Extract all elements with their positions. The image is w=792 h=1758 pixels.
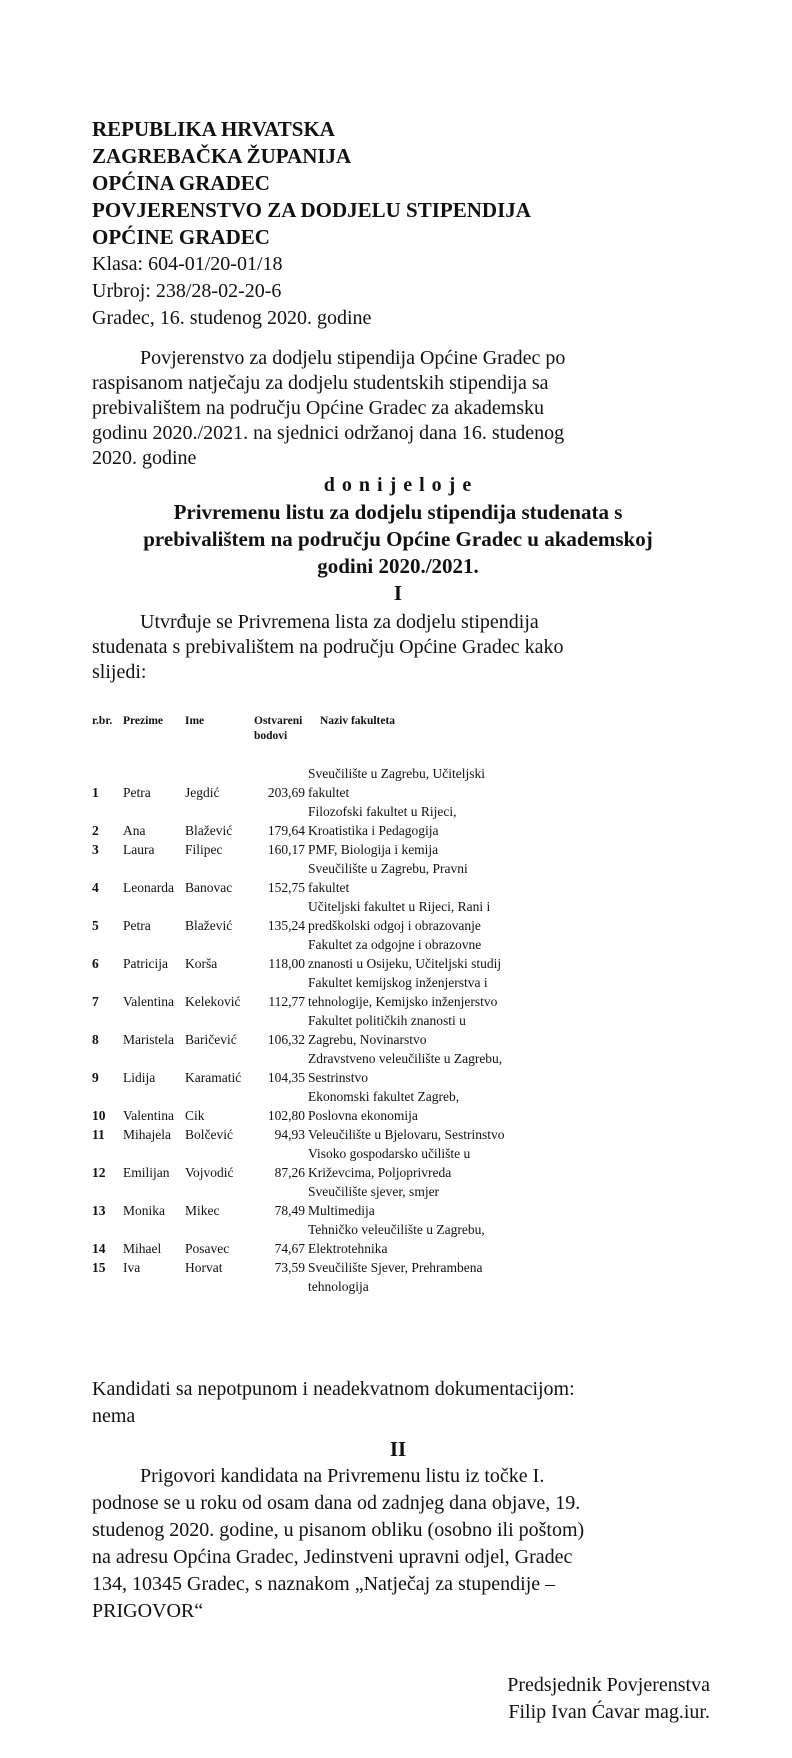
cell-bodovi: 152,75 [267,880,305,895]
section-1-paragraph [92,610,704,685]
intro-line: godinu 2020./2021. na sjednici održanoj dana 16. studenog [92,422,565,444]
cell-prezime: Patricija [123,956,168,971]
cell-bodovi: 104,35 [267,1070,305,1085]
cell-prezime: Iva [123,1260,141,1275]
cell-ime: Korša [185,956,218,971]
cell-rbr: 6 [92,956,99,971]
incomplete-line: nema [92,1405,136,1427]
fakultet-line: Multimedija [308,1203,375,1218]
table-row [92,802,580,840]
header-fakultet: Naziv fakulteta [320,715,396,727]
cell-bodovi: 160,17 [267,842,305,857]
cell-prezime: Petra [123,785,151,800]
cell-fakultet [308,840,580,859]
cell-rbr: 2 [92,823,99,838]
cell-fakultet [308,1258,580,1294]
document-header [92,116,704,332]
table-row [92,764,580,802]
fakultet-line: Elektrotehnika [308,1241,388,1256]
section-1-line: slijedi: [92,661,147,683]
table-row [92,1087,580,1125]
cell-prezime: Mihajela [123,1127,171,1142]
intro-line: prebivalištem na području Općine Gradec za akademsku [92,397,545,419]
intro-line: raspisanom natječaju za dodjelu studentskih stipendija sa [92,372,549,394]
cell-rbr: 4 [92,880,99,895]
cell-ime: Filipec [185,842,223,857]
section-1-line: studenata s prebivalištem na području Općine Gradec kako [92,636,564,658]
cell-fakultet [308,764,580,802]
cell-fakultet [308,1125,580,1144]
section-2-line: Prigovori kandidata na Privremenu listu iz točke I. [140,1465,545,1487]
fakultet-line: Zagrebu, Novinarstvo [308,1032,427,1047]
table-row [92,1182,580,1220]
fakultet-line: Zdravstveno veleučilište u Zagrebu, [308,1051,503,1066]
cell-fakultet [308,859,580,897]
cell-ime: Posavec [185,1241,230,1256]
decision-title-line: prebivalištem na području Općine Gradec u akademskoj [143,527,653,551]
cell-rbr: 12 [92,1165,106,1180]
cell-rbr: 11 [92,1127,105,1142]
table-row [92,1144,580,1182]
header-line: POVJERENSTVO ZA DODJELU STIPENDIJA [92,198,531,222]
header-line: OPĆINE GRADEC [92,225,270,249]
cell-bodovi: 112,77 [268,994,305,1009]
cell-prezime: Emilijan [123,1165,170,1180]
signature-title: Predsjednik Povjerenstva [507,1674,710,1696]
cell-prezime: Ana [123,823,146,838]
klasa: Klasa: 604-01/20-01/18 [92,253,283,275]
section-numeral: II [389,1437,407,1461]
fakultet-line: Fakultet političkih znanosti u [308,1013,466,1028]
cell-prezime: Leonarda [123,880,174,895]
cell-ime: Karamatić [185,1070,242,1085]
fakultet-line: Sestrinstvo [308,1070,369,1085]
table-row [92,859,580,897]
cell-prezime: Maristela [123,1032,174,1047]
table-row [92,973,580,1011]
intro-line: Povjerenstvo za dodjelu stipendija Općine Gradec po [140,347,566,369]
header-bodovi-line: Ostvareni [254,715,303,727]
cell-bodovi: 74,67 [274,1241,305,1256]
cell-bodovi: 78,49 [274,1203,305,1218]
cell-bodovi: 106,32 [267,1032,305,1047]
cell-ime: Blažević [185,918,233,933]
cell-bodovi: 118,00 [268,956,305,971]
cell-prezime: Petra [123,918,151,933]
fakultet-line: Kroatistika i Pedagogija [308,823,439,838]
section-2-line: 134, 10345 Gradec, s naznakom „Natječaj za stupendije – [92,1573,556,1595]
fakultet-line: Filozofski fakultet u Rijeci, [308,804,457,819]
cell-rbr: 14 [92,1241,106,1256]
fakultet-line: znanosti u Osijeku, Učiteljski studij [308,956,502,971]
table-body [92,764,580,1294]
table-row [92,1258,580,1277]
decision-title [92,472,704,607]
fakultet-line: Ekonomski fakultet Zagreb, [308,1089,460,1104]
signature-block [460,1672,710,1726]
cell-fakultet [308,1011,580,1049]
fakultet-line: Sveučilište u Zagrebu, Pravni [308,861,468,876]
table-row [92,897,580,935]
decision-title-line: godini 2020./2021. [317,554,479,578]
table-row [92,935,580,973]
cell-bodovi: 102,80 [267,1108,305,1123]
cell-rbr: 10 [92,1108,106,1123]
fakultet-line: PMF, Biologija i kemija [308,842,439,857]
fakultet-line: fakultet [308,880,350,895]
fakultet-line: Visoko gospodarsko učilište u [308,1146,471,1161]
urbroj: Urbroj: 238/28-02-20-6 [92,280,282,302]
cell-ime: Blažević [185,823,233,838]
fakultet-line: predškolski odgoj i obrazovanje [308,918,481,933]
cell-bodovi: 179,64 [267,823,305,838]
table-header-row [92,714,580,764]
header-bodovi [254,714,308,764]
header-prezime: Prezime [123,715,164,727]
intro-paragraph [92,346,704,471]
cell-ime: Horvat [185,1260,223,1275]
cell-rbr: 15 [92,1260,106,1275]
decision-title-line: Privremenu listu za dodjelu stipendija studenata s [173,500,623,524]
cell-fakultet [308,973,580,1011]
fakultet-line: Sveučilište u Zagrebu, Učiteljski [308,766,485,781]
cell-ime: Mikec [185,1203,220,1218]
cell-fakultet [308,1144,580,1182]
cell-ime: Keleković [185,994,241,1009]
fakultet-line: Sveučilište Sjever, Prehrambena [308,1260,483,1275]
cell-ime: Vojvodić [185,1165,234,1180]
incomplete-line: Kandidati sa nepotpunom i neadekvatnom dokumentacijom: [92,1378,575,1400]
fakultet-line: Križevcima, Poljoprivreda [308,1165,452,1180]
table-row [92,1011,580,1049]
cell-ime: Jegdić [185,785,220,800]
cell-prezime: Valentina [123,1108,174,1123]
cell-rbr: 13 [92,1203,106,1218]
fakultet-line: Poslovna ekonomija [308,1108,418,1123]
table-row [92,840,580,859]
fakultet-line: Fakultet kemijskog inženjerstva i [308,975,488,990]
incomplete-note [92,1376,704,1430]
cell-fakultet [308,1182,580,1220]
cell-fakultet [308,935,580,973]
fakultet-line: tehnologija [308,1279,369,1294]
cell-ime: Banovac [185,880,233,895]
section-2-line: studenog 2020. godine, u pisanom obliku (osobno ili poštom) [92,1519,585,1541]
section-2-line: podnose se u roku od osam dana od zadnjeg dana objave, 19. [92,1492,581,1514]
fakultet-line: tehnologije, Kemijsko inženjerstvo [308,994,498,1009]
cell-rbr: 8 [92,1032,99,1047]
cell-ime: Baričević [185,1032,237,1047]
intro-line: 2020. godine [92,447,197,469]
cell-bodovi: 87,26 [274,1165,305,1180]
header-ime: Ime [185,715,205,727]
cell-prezime: Valentina [123,994,174,1009]
header-line: OPĆINA GRADEC [92,171,270,195]
cell-ime: Cik [185,1108,205,1123]
cell-prezime: Monika [123,1203,165,1218]
cell-bodovi: 73,59 [274,1260,305,1275]
cell-fakultet [308,1220,580,1258]
signature-name: Filip Ivan Ćavar mag.iur. [508,1701,710,1723]
cell-prezime: Mihael [123,1241,162,1256]
table-row [92,1220,580,1258]
section-2 [92,1436,704,1625]
cell-ime: Bolčević [185,1127,233,1142]
cell-bodovi: 203,69 [267,785,305,800]
fakultet-line: Veleučilište u Bjelovaru, Sestrinstvo [308,1127,505,1142]
table-row [92,1125,580,1144]
cell-fakultet [308,802,580,840]
header-bodovi-line: bodovi [254,730,288,742]
cell-fakultet [308,1049,580,1087]
cell-bodovi: 94,93 [274,1127,305,1142]
decision-verb: d o n i j e l o j e [323,474,473,496]
cell-fakultet [308,897,580,935]
cell-rbr: 3 [92,842,99,857]
fakultet-line: Sveučilište sjever, smjer [308,1184,440,1199]
section-2-line: na adresu Općina Gradec, Jedinstveni upravni odjel, Gradec [92,1546,573,1568]
cell-fakultet [308,1087,580,1125]
fakultet-line: Fakultet za odgojne i obrazovne [308,937,482,952]
cell-rbr: 1 [92,785,99,800]
section-1-line: Utvrđuje se Privremena lista za dodjelu stipendija [140,611,539,633]
cell-bodovi: 135,24 [267,918,305,933]
cell-rbr: 5 [92,918,99,933]
fakultet-line: Učiteljski fakultet u Rijeci, Rani i [308,899,491,914]
document-date: Gradec, 16. studenog 2020. godine [92,307,372,329]
section-2-line: PRIGOVOR“ [92,1600,204,1622]
fakultet-line: fakultet [308,785,350,800]
header-line: ZAGREBAČKA ŽUPANIJA [92,144,352,168]
cell-prezime: Lidija [123,1070,156,1085]
cell-rbr: 9 [92,1070,99,1085]
header-line: REPUBLIKA HRVATSKA [92,117,335,141]
section-numeral: I [393,581,403,605]
scholarship-table [92,714,580,1294]
cell-prezime: Laura [123,842,155,857]
table-row [92,1049,580,1087]
cell-rbr: 7 [92,994,99,1009]
fakultet-line: Tehničko veleučilište u Zagrebu, [308,1222,485,1237]
header-rbr: r.br. [92,715,113,727]
